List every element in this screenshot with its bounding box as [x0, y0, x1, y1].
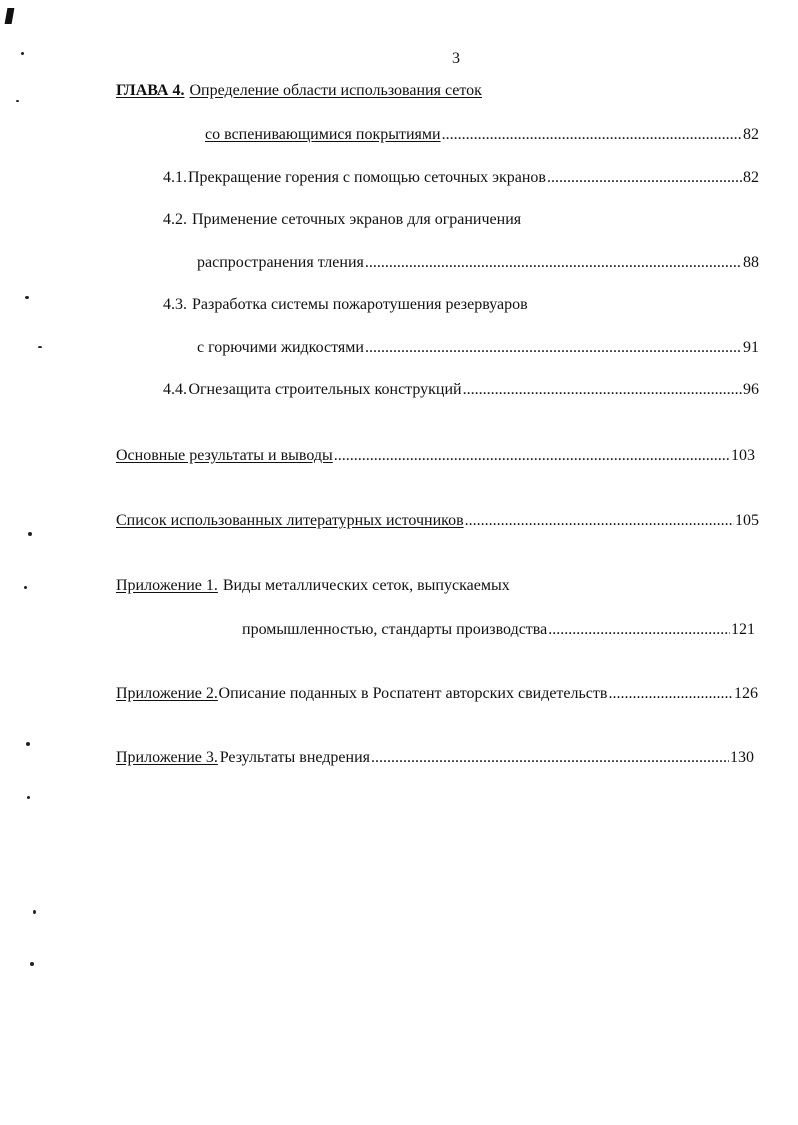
- page-ref: 82: [743, 126, 759, 143]
- page-ref: 126: [734, 685, 758, 702]
- page-ref: 103: [731, 447, 755, 464]
- section-title: Прекращение горения с помощью сеточных экранов: [188, 169, 546, 186]
- page-ref: 121: [731, 621, 755, 638]
- section-title: Разработка системы пожаротушения резервуаров: [192, 296, 528, 313]
- page-ref: 82: [743, 169, 759, 186]
- scan-speck: [33, 910, 36, 914]
- toc-section-4-4: [163, 379, 759, 401]
- dot-leader: [365, 252, 742, 274]
- scan-speck: [25, 296, 29, 299]
- dot-leader: [547, 167, 742, 189]
- section-number: 4.4.: [163, 381, 187, 398]
- chapter-title-continued: со вспенивающимися покрытиями: [205, 126, 441, 143]
- toc-section-4-1: [163, 167, 759, 189]
- dot-leader: [334, 445, 730, 467]
- section-title-continued: распространения тления: [197, 254, 364, 271]
- page-number: 3: [452, 50, 460, 67]
- toc-section-4-3-heading: [163, 294, 528, 316]
- appendix-label: Приложение 1.: [116, 577, 218, 594]
- appendix-title-continued: промышленностью, стандарты производства: [242, 621, 548, 638]
- results-title: Основные результаты и выводы: [116, 447, 333, 464]
- toc-section-4-2-heading: [163, 209, 521, 231]
- dot-leader: [548, 619, 730, 641]
- section-title: Применение сеточных экранов для ограничения: [192, 211, 522, 228]
- page-ref: 96: [743, 381, 759, 398]
- appendix-title: Виды металлических сеток, выпускаемых: [222, 577, 510, 594]
- scan-speck: [28, 532, 32, 536]
- toc-appendix1-entry: [242, 619, 755, 641]
- toc-chapter4-entry: [205, 124, 759, 146]
- appendix-title: Результаты внедрения: [219, 749, 370, 766]
- scan-speck: [27, 796, 30, 799]
- page-ref: 88: [743, 254, 759, 271]
- section-number: 4.2.: [163, 211, 187, 228]
- toc-results: [116, 445, 755, 467]
- section-title-continued: с горючими жидкостями: [197, 339, 364, 356]
- appendix-label: Приложение 3.: [116, 749, 218, 766]
- section-number: 4.1.: [163, 169, 187, 186]
- dot-leader: [371, 747, 729, 769]
- scan-speck: [30, 962, 34, 966]
- scan-speck: [26, 742, 30, 746]
- scan-corner-mark: [5, 8, 15, 24]
- page-ref: 91: [743, 339, 759, 356]
- dot-leader: [442, 124, 742, 146]
- toc-chapter4-heading: [116, 80, 482, 102]
- appendix-label: Приложение 2.: [116, 685, 218, 702]
- chapter-label: ГЛАВА 4.: [116, 82, 185, 99]
- scan-speck: [21, 52, 24, 55]
- toc-references: [116, 510, 759, 532]
- toc-appendix2: [116, 683, 758, 705]
- toc-appendix3: [116, 747, 754, 769]
- dot-leader: [465, 510, 734, 532]
- dot-leader: [463, 379, 742, 401]
- references-title: Список использованных литературных источников: [116, 512, 464, 529]
- scan-speck: [24, 586, 27, 589]
- toc-appendix1-heading: [116, 575, 510, 597]
- scan-speck: [16, 100, 19, 102]
- section-number: 4.3.: [163, 296, 187, 313]
- appendix-title: Описание поданных в Роспатент авторских свидетельств: [218, 685, 608, 702]
- page-ref: 105: [735, 512, 759, 529]
- dot-leader: [365, 337, 742, 359]
- scan-speck: [38, 346, 42, 348]
- chapter-title: Определение области использования сеток: [189, 82, 482, 99]
- toc-section-4-3-entry: [197, 337, 759, 359]
- dot-leader: [608, 683, 733, 705]
- toc-section-4-2-entry: [197, 252, 759, 274]
- page-ref: 130: [730, 749, 754, 766]
- section-title: Огнезащита строительных конструкций: [188, 381, 462, 398]
